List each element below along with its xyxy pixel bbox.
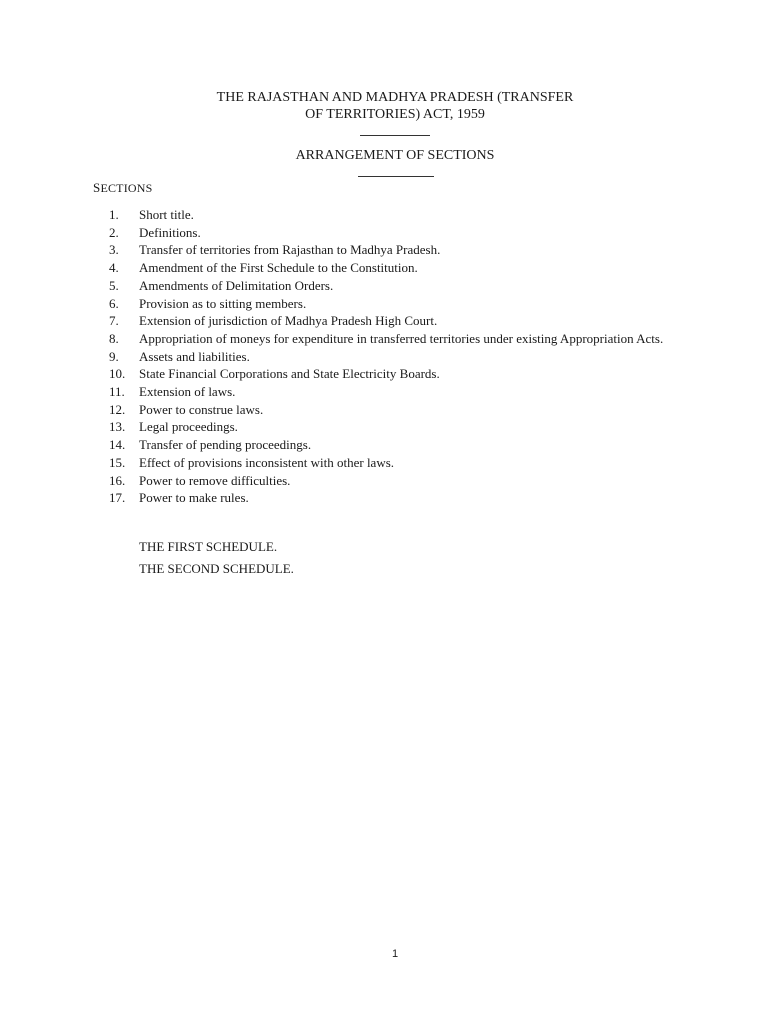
section-title: Provision as to sitting members. bbox=[139, 295, 307, 311]
section-number: 14. bbox=[109, 437, 126, 453]
list-item bbox=[95, 224, 695, 242]
section-number: 8. bbox=[109, 330, 119, 346]
section-number: 9. bbox=[109, 348, 119, 364]
section-title: Power to make rules. bbox=[139, 490, 249, 506]
section-title: Transfer of territories from Rajasthan to Madhya Pradesh. bbox=[139, 242, 441, 258]
title-divider bbox=[360, 135, 430, 136]
section-title: Extension of laws. bbox=[139, 384, 236, 400]
section-number: 13. bbox=[109, 419, 126, 435]
section-number: 15. bbox=[109, 454, 126, 470]
section-title: Power to construe laws. bbox=[139, 401, 264, 417]
section-number: 6. bbox=[109, 295, 119, 311]
section-number: 12. bbox=[109, 401, 126, 417]
list-item bbox=[95, 259, 695, 277]
section-number: 1. bbox=[109, 207, 119, 222]
act-title-line-1: THE RAJASTHAN AND MADHYA PRADESH (TRANSFER bbox=[216, 90, 574, 105]
sections-label bbox=[93, 180, 153, 196]
list-item bbox=[95, 365, 695, 383]
section-title: Definitions. bbox=[139, 224, 201, 240]
act-title-line-2: OF TERRITORIES) ACT, 1959 bbox=[305, 107, 485, 122]
sections-label-rest: ECTIONS bbox=[100, 181, 153, 195]
list-item bbox=[95, 206, 695, 224]
list-item bbox=[95, 295, 695, 313]
list-item bbox=[95, 454, 695, 472]
section-number: 4. bbox=[109, 260, 119, 276]
first-schedule-heading: THE FIRST SCHEDULE. bbox=[139, 539, 278, 554]
section-title: Legal proceedings. bbox=[139, 419, 238, 435]
section-number: 17. bbox=[109, 490, 126, 506]
section-title: Power to remove difficulties. bbox=[139, 472, 291, 488]
section-number: 10. bbox=[109, 366, 126, 382]
list-item bbox=[95, 472, 695, 490]
section-title: Transfer of pending proceedings. bbox=[139, 437, 312, 453]
section-number: 11. bbox=[109, 384, 125, 400]
list-item bbox=[95, 418, 695, 436]
section-number: 2. bbox=[109, 224, 119, 240]
list-item bbox=[95, 348, 695, 366]
list-item bbox=[95, 312, 695, 330]
heading-divider bbox=[358, 176, 434, 177]
section-number: 16. bbox=[109, 472, 126, 488]
list-item bbox=[95, 277, 695, 295]
section-title: Extension of jurisdiction of Madhya Pradesh High Court. bbox=[139, 313, 438, 329]
page-number: 1 bbox=[391, 948, 399, 960]
section-title: Effect of provisions inconsistent with other laws. bbox=[139, 454, 395, 470]
arrangement-heading: ARRANGEMENT OF SECTIONS bbox=[295, 148, 495, 163]
second-schedule-heading: THE SECOND SCHEDULE. bbox=[139, 561, 294, 576]
section-title: Amendments of Delimitation Orders. bbox=[139, 277, 334, 293]
section-title: Amendment of the First Schedule to the Constitution. bbox=[139, 260, 418, 276]
section-title: Assets and liabilities. bbox=[139, 348, 250, 364]
section-title: Short title. bbox=[139, 207, 194, 222]
list-item bbox=[95, 489, 695, 507]
section-number: 5. bbox=[109, 277, 119, 293]
list-item bbox=[95, 436, 695, 454]
list-item bbox=[95, 401, 695, 419]
section-number: 7. bbox=[109, 313, 119, 329]
list-item bbox=[95, 330, 695, 348]
sections-label-initial: S bbox=[93, 180, 101, 195]
section-title: Appropriation of moneys for expenditure in transferred territories under existing Appropriation Acts. bbox=[139, 330, 664, 346]
sections-list bbox=[95, 206, 695, 507]
section-title: State Financial Corporations and State Electricity Boards. bbox=[139, 366, 440, 382]
section-number: 3. bbox=[109, 242, 119, 258]
list-item bbox=[95, 241, 695, 259]
list-item bbox=[95, 383, 695, 401]
